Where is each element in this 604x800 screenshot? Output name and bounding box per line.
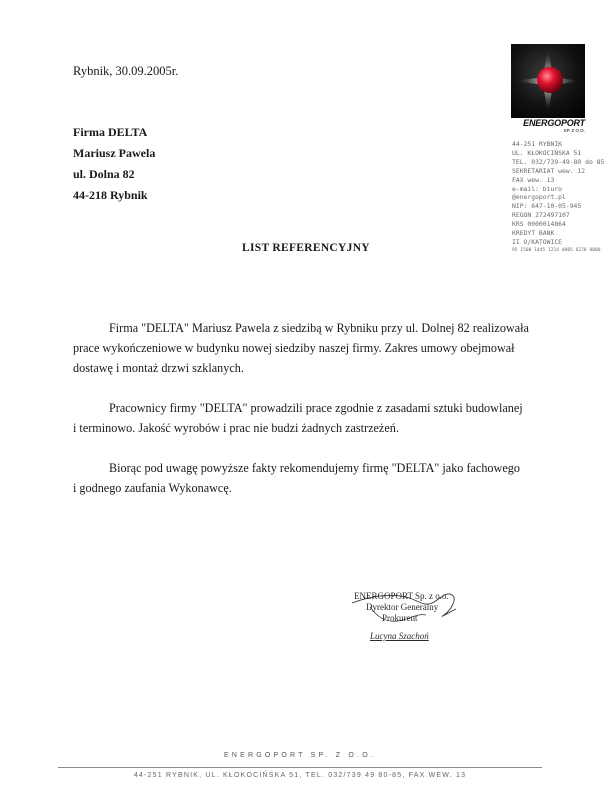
paragraph-line: Biorąc pod uwagę powyższe fakty rekomendujemy firmę "DELTA" jako fachowego xyxy=(109,461,520,475)
contact-line: TEL. 032/739-49-80 do 85 xyxy=(512,157,604,166)
logo-mark-icon xyxy=(511,44,585,118)
energoport-logo xyxy=(511,44,585,133)
contact-line: UL. KŁOKOCIŃSKA 51 xyxy=(512,148,582,157)
paragraph-line: Pracownicy firmy "DELTA" prowadzili prace zgodnie z zasadami sztuki budowlanej xyxy=(109,401,523,415)
stamp-company: ENERGOPORT Sp. z o.o. xyxy=(354,591,449,601)
letter-date: Rybnik, 30.09.2005r. xyxy=(73,64,179,78)
recipient-name: Mariusz Pawela xyxy=(73,146,156,160)
contact-line: KRS 0000014864 xyxy=(512,220,566,229)
body-paragraph xyxy=(73,458,520,498)
stamp-role-secondary: Prokurent xyxy=(382,613,418,623)
contact-line: SEKRETARIAT wew. 12 xyxy=(512,166,586,175)
contact-line: NIP: 647-10-05-945 xyxy=(512,202,582,211)
contact-line: @energoport.pl xyxy=(512,193,566,202)
recipient-company: Firma DELTA xyxy=(73,125,148,139)
logo-subtitle: SP. Z O.O. xyxy=(563,128,585,133)
logo-wordmark: ENERGOPORT xyxy=(523,118,585,128)
letterhead-contact xyxy=(512,140,604,256)
paragraph-line: i terminowo. Jakość wyrobów i prac nie budzi żadnych zastrzeżeń. xyxy=(73,421,399,435)
stamp-name-text: Lucyna Szachoń xyxy=(370,631,429,641)
recipient-street: ul. Dolna 82 xyxy=(73,167,135,181)
contact-line: e-mail: biuro xyxy=(512,184,563,193)
footer-address: 44-251 RYBNIK, UL. KŁOKOCIŃSKA 51, TEL. 032/739 49 80-85, FAX WEW. 13 xyxy=(133,772,467,779)
contact-line: REGON 272497107 xyxy=(512,211,570,220)
paragraph-line: i godnego zaufania Wykonawcę. xyxy=(73,481,232,495)
body-paragraph xyxy=(73,398,523,438)
footer-company: ENERGOPORT SP. Z O.O. xyxy=(224,752,376,759)
recipient-address xyxy=(73,122,155,206)
handwritten-signature xyxy=(348,585,468,645)
paragraph-line: Firma "DELTA" Mariusz Pawela z siedzibą w Rybniku przy ul. Dolnej 82 realizowała xyxy=(109,321,529,335)
recipient-city: 44-218 Rybnik xyxy=(73,188,148,202)
letter-title: LIST REFERENCYJNY xyxy=(242,242,370,254)
stamp-role: Dyrektor Generalny xyxy=(366,602,439,612)
paragraph-line: prace wykończeniowe w budynku nowej siedziby naszej firmy. Zakres umowy obejmował xyxy=(73,341,515,355)
contact-line: 95 1500 1445 1214 4005 6278 0000 xyxy=(512,247,601,253)
contact-line: FAX wew. 13 xyxy=(512,175,555,184)
contact-line: 44-251 RYBNIK xyxy=(512,140,563,148)
contact-line: KREDYT BANK xyxy=(512,229,555,238)
footer-divider xyxy=(58,767,542,768)
contact-line: II O/KATOWICE xyxy=(512,237,563,246)
paragraph-line: dostawę i montaż drzwi szklanych. xyxy=(73,361,244,375)
body-paragraph xyxy=(73,318,529,378)
